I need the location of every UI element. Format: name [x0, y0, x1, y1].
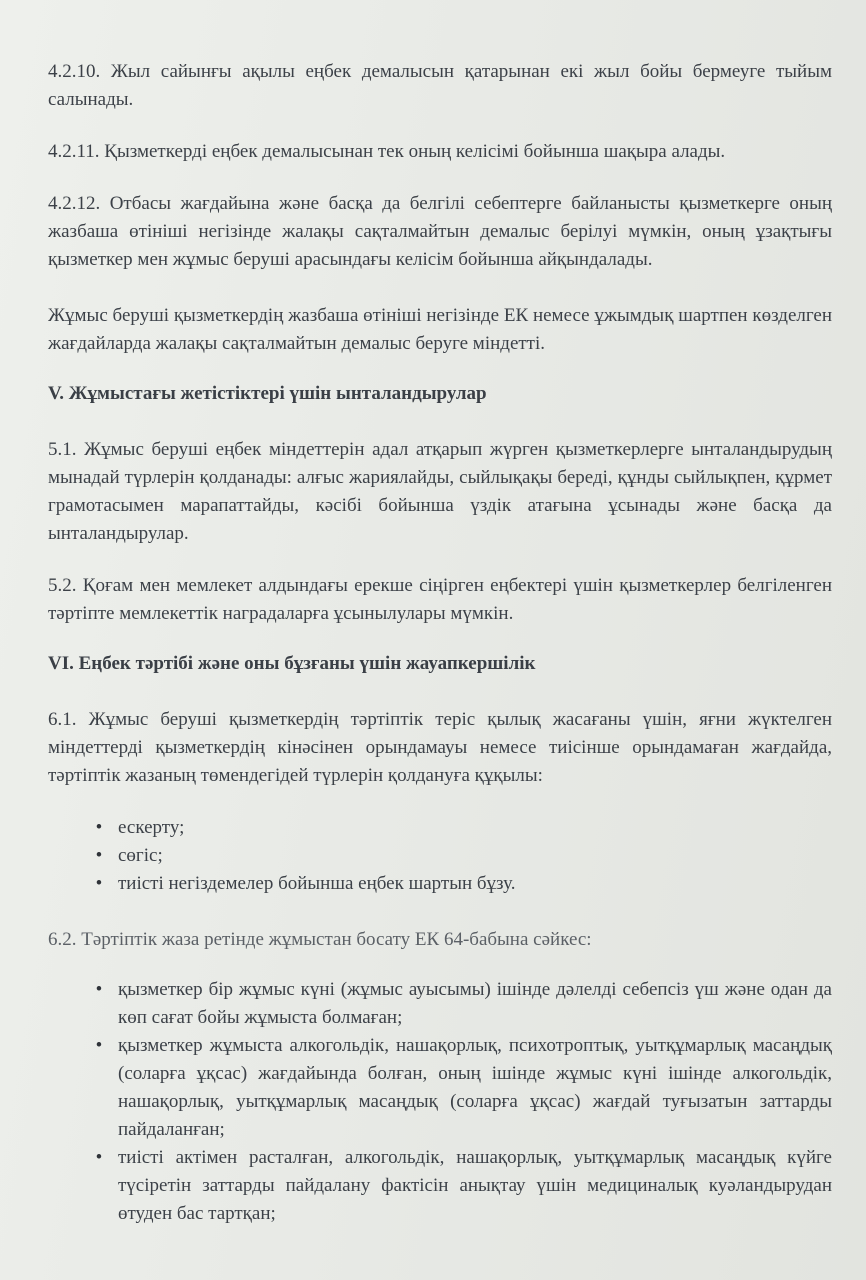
- bullet-icon: •: [95, 817, 103, 838]
- list-item: [90, 976, 832, 1032]
- bullet-icon: •: [95, 1035, 103, 1056]
- list-item: [90, 1032, 832, 1144]
- list-item-text: сөгіс;: [118, 845, 163, 866]
- paragraph-6-2: 6.2. Тәртіптік жаза ретінде жұмыстан босату ЕК 64-бабына сәйкес:: [48, 929, 592, 950]
- bullet-icon: •: [95, 873, 103, 894]
- bullet-icon: •: [95, 979, 103, 1000]
- section-heading-vi: VI. Еңбек тәртібі және оны бұзғаны үшін жауапкершілік: [48, 653, 536, 674]
- penalty-list: [48, 814, 832, 898]
- list-item-text: тиісті актімен расталған, алкогольдік, нашақорлық, уытқұмарлық масаңдық күйге түсіретін заттарды пайдалану фактісін анықтау үшін медициналық куәландырудан өтуден бас тартқан;: [118, 1147, 832, 1224]
- list-item-text: тиісті негіздемелер бойынша еңбек шартын бұзу.: [118, 873, 516, 894]
- paragraph-4-2-12: 4.2.12. Отбасы жағдайына және басқа да белгілі себептерге байланысты қызметкерге оның жазбаша өтініші негізінде жалақы сақталмайтын демалыс берілуі мүмкін, оның ұзақтығы қызметкер мен жұмыс беруші арасындағы келісім бойынша айқындалады.: [48, 193, 832, 270]
- bullet-icon: •: [95, 1147, 103, 1168]
- bullet-icon: •: [95, 845, 103, 866]
- list-item-text: қызметкер бір жұмыс күні (жұмыс ауысымы) ішінде дәлелді себепсіз үш және одан да көп сағат бойы жұмыста болмаған;: [118, 979, 832, 1028]
- paragraph-4-2-10: 4.2.10. Жыл сайынғы ақылы еңбек демалысын қатарынан екі жыл бойы бермеуге тыйым салынады.: [48, 61, 832, 110]
- list-item: [90, 870, 832, 898]
- paragraph-6-1: 6.1. Жұмыс беруші қызметкердің тәртіптік теріс қылық жасағаны үшін, яғни жүктелген міндеттерді қызметкердің кінәсінен орындамауы немесе тиісінше орындамаған жағдайда, тәртіптік жазаның төмендегідей түрлерін қолдануға құқылы:: [48, 709, 832, 786]
- dismissal-grounds-list: [48, 976, 832, 1228]
- list-item: [90, 842, 832, 870]
- paragraph-employer-duty: Жұмыс беруші қызметкердің жазбаша өтініші негізінде ЕК немесе ұжымдық шартпен көзделген жағдайларда жалақы сақталмайтын демалыс беруге міндетті.: [48, 305, 832, 354]
- list-item: [90, 1144, 832, 1228]
- section-heading-v: V. Жұмыстағы жетістіктері үшін ынталандырулар: [48, 383, 487, 404]
- paragraph-5-2: 5.2. Қоғам мен мемлекет алдындағы ерекше сіңірген еңбектері үшін қызметкерлер белгіленген тәртіпте мемлекеттік наградаларға ұсынылулары мүмкін.: [48, 575, 832, 624]
- paragraph-5-1: 5.1. Жұмыс беруші еңбек міндеттерін адал атқарып жүрген қызметкерлерге ынталандырудың мынадай түрлерін қолданады: алғыс жариялайды, сыйлықақы береді, құнды сыйлықпен, құрмет грамотасымен марапаттайды, кәсібі бойынша үздік атағына ұсынады және басқа да ынталандырулар.: [48, 439, 832, 544]
- paragraph-4-2-11: 4.2.11. Қызметкерді еңбек демалысынан тек оның келісімі бойынша шақыра алады.: [48, 141, 726, 162]
- list-item-text: қызметкер жұмыста алкогольдік, нашақорлық, психотроптық, уытқұмарлық масаңдық (соларға ұқсас) жағдайында болған, оның ішінде жұмыс күні ішінде алкогольдік, нашақорлық, уытқұмарлық масаңдық (соларға ұқсас) жағдай туғызатын заттарды пайдаланған;: [118, 1035, 832, 1140]
- list-item: [90, 814, 832, 842]
- list-item-text: ескерту;: [118, 817, 185, 838]
